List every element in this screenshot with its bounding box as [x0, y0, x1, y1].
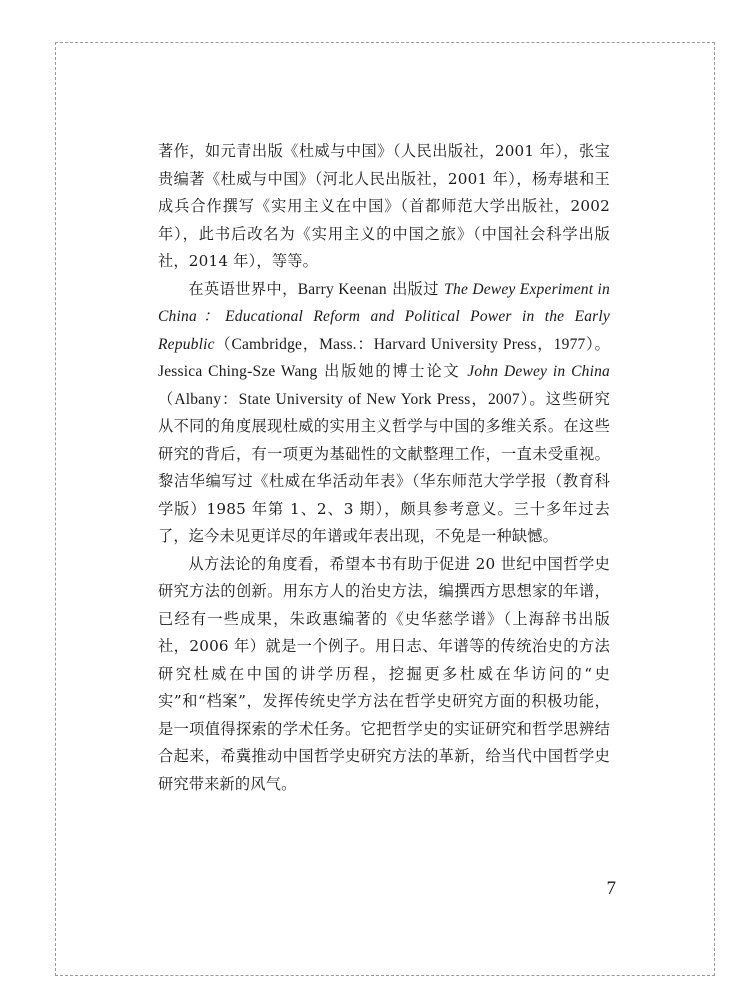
page-number: 7 [606, 878, 616, 899]
paragraph-2-seg-4: （ [214, 334, 232, 353]
paragraph-2-seg-0: 在英语世界中， [188, 279, 298, 298]
paragraph-2-seg-5: Cambridge，Mass.：Harvard University Press，1977 [231, 335, 586, 353]
paragraph-2-seg-7: Jessica Ching-Sze Wang [158, 363, 318, 380]
paragraph-2 [158, 276, 610, 551]
book-title-dewey-experiment: The Dewey Experiment in China：Educational Reform and Political Power in the Early Republic [158, 280, 610, 353]
book-title-john-dewey-in-china: John Dewey in China [467, 363, 610, 380]
paragraph-1 [158, 138, 610, 276]
paragraph-2-seg-11: Albany：State University of New York Press，2007 [174, 390, 520, 408]
paragraph-2-seg-1: Barry Keenan [297, 280, 387, 298]
paragraph-1-text: 著作，如元青出版《杜威与中国》（人民出版社，2001 年），张宝贵编著《杜威与中国》（河北人民出版社，2001 年），杨寿堪和王成兵合作撰写《实用主义在中国》（首都师范大学出版社，2002 年），此书后改名为《实用主义的中国之旅》（中国社会科学出版社，2014 年），等等。 [158, 142, 610, 270]
paragraph-3-text: 从方法论的角度看，希望本书有助于促进 20 世纪中国哲学史研究方法的创新。用东方人的治史方法，编撰西方思想家的年谱，已经有一些成果，朱政惠编著的《史华慈学谱》（上海辞书出版社，2006 年）就是一个例子。用日志、年谱等的传统治史的方法研究杜威在中国的讲学历程，挖掘更多杜威在华访问的“史实”和“档案”，发挥传统史学方法在哲学史研究方面的积极功能，是一项值得探索的学术任务。它把哲学史的实证研究和哲学思辨结合起来，希冀推动中国哲学史研究方法的革新，给当代中国哲学史研究带来新的风气。 [158, 554, 610, 793]
paragraph-2-seg-6: ）。 [585, 334, 610, 353]
paragraph-3 [158, 551, 610, 799]
paragraph-2-seg-12: ）。这些研究从不同的角度展现杜威的实用主义哲学与中国的多维关系。在这些研究的背后，有一项更为基础性的文献整理工作，一直未受重视。黎洁华编写过《杜威在华活动年表》（华东师范大学学报（教育科学版）1985 年第 1、2、3 期），颇具参考意义。三十多年过去了，迄今未见更详尽的年谱或年表出现，不免是一种缺憾。 [158, 389, 610, 545]
body-text [158, 138, 610, 798]
paragraph-2-seg-8: 出版她的博士论文 [317, 362, 468, 380]
paragraph-2-seg-10: （ [158, 389, 175, 408]
paragraph-2-seg-2: 出版过 [386, 279, 445, 298]
